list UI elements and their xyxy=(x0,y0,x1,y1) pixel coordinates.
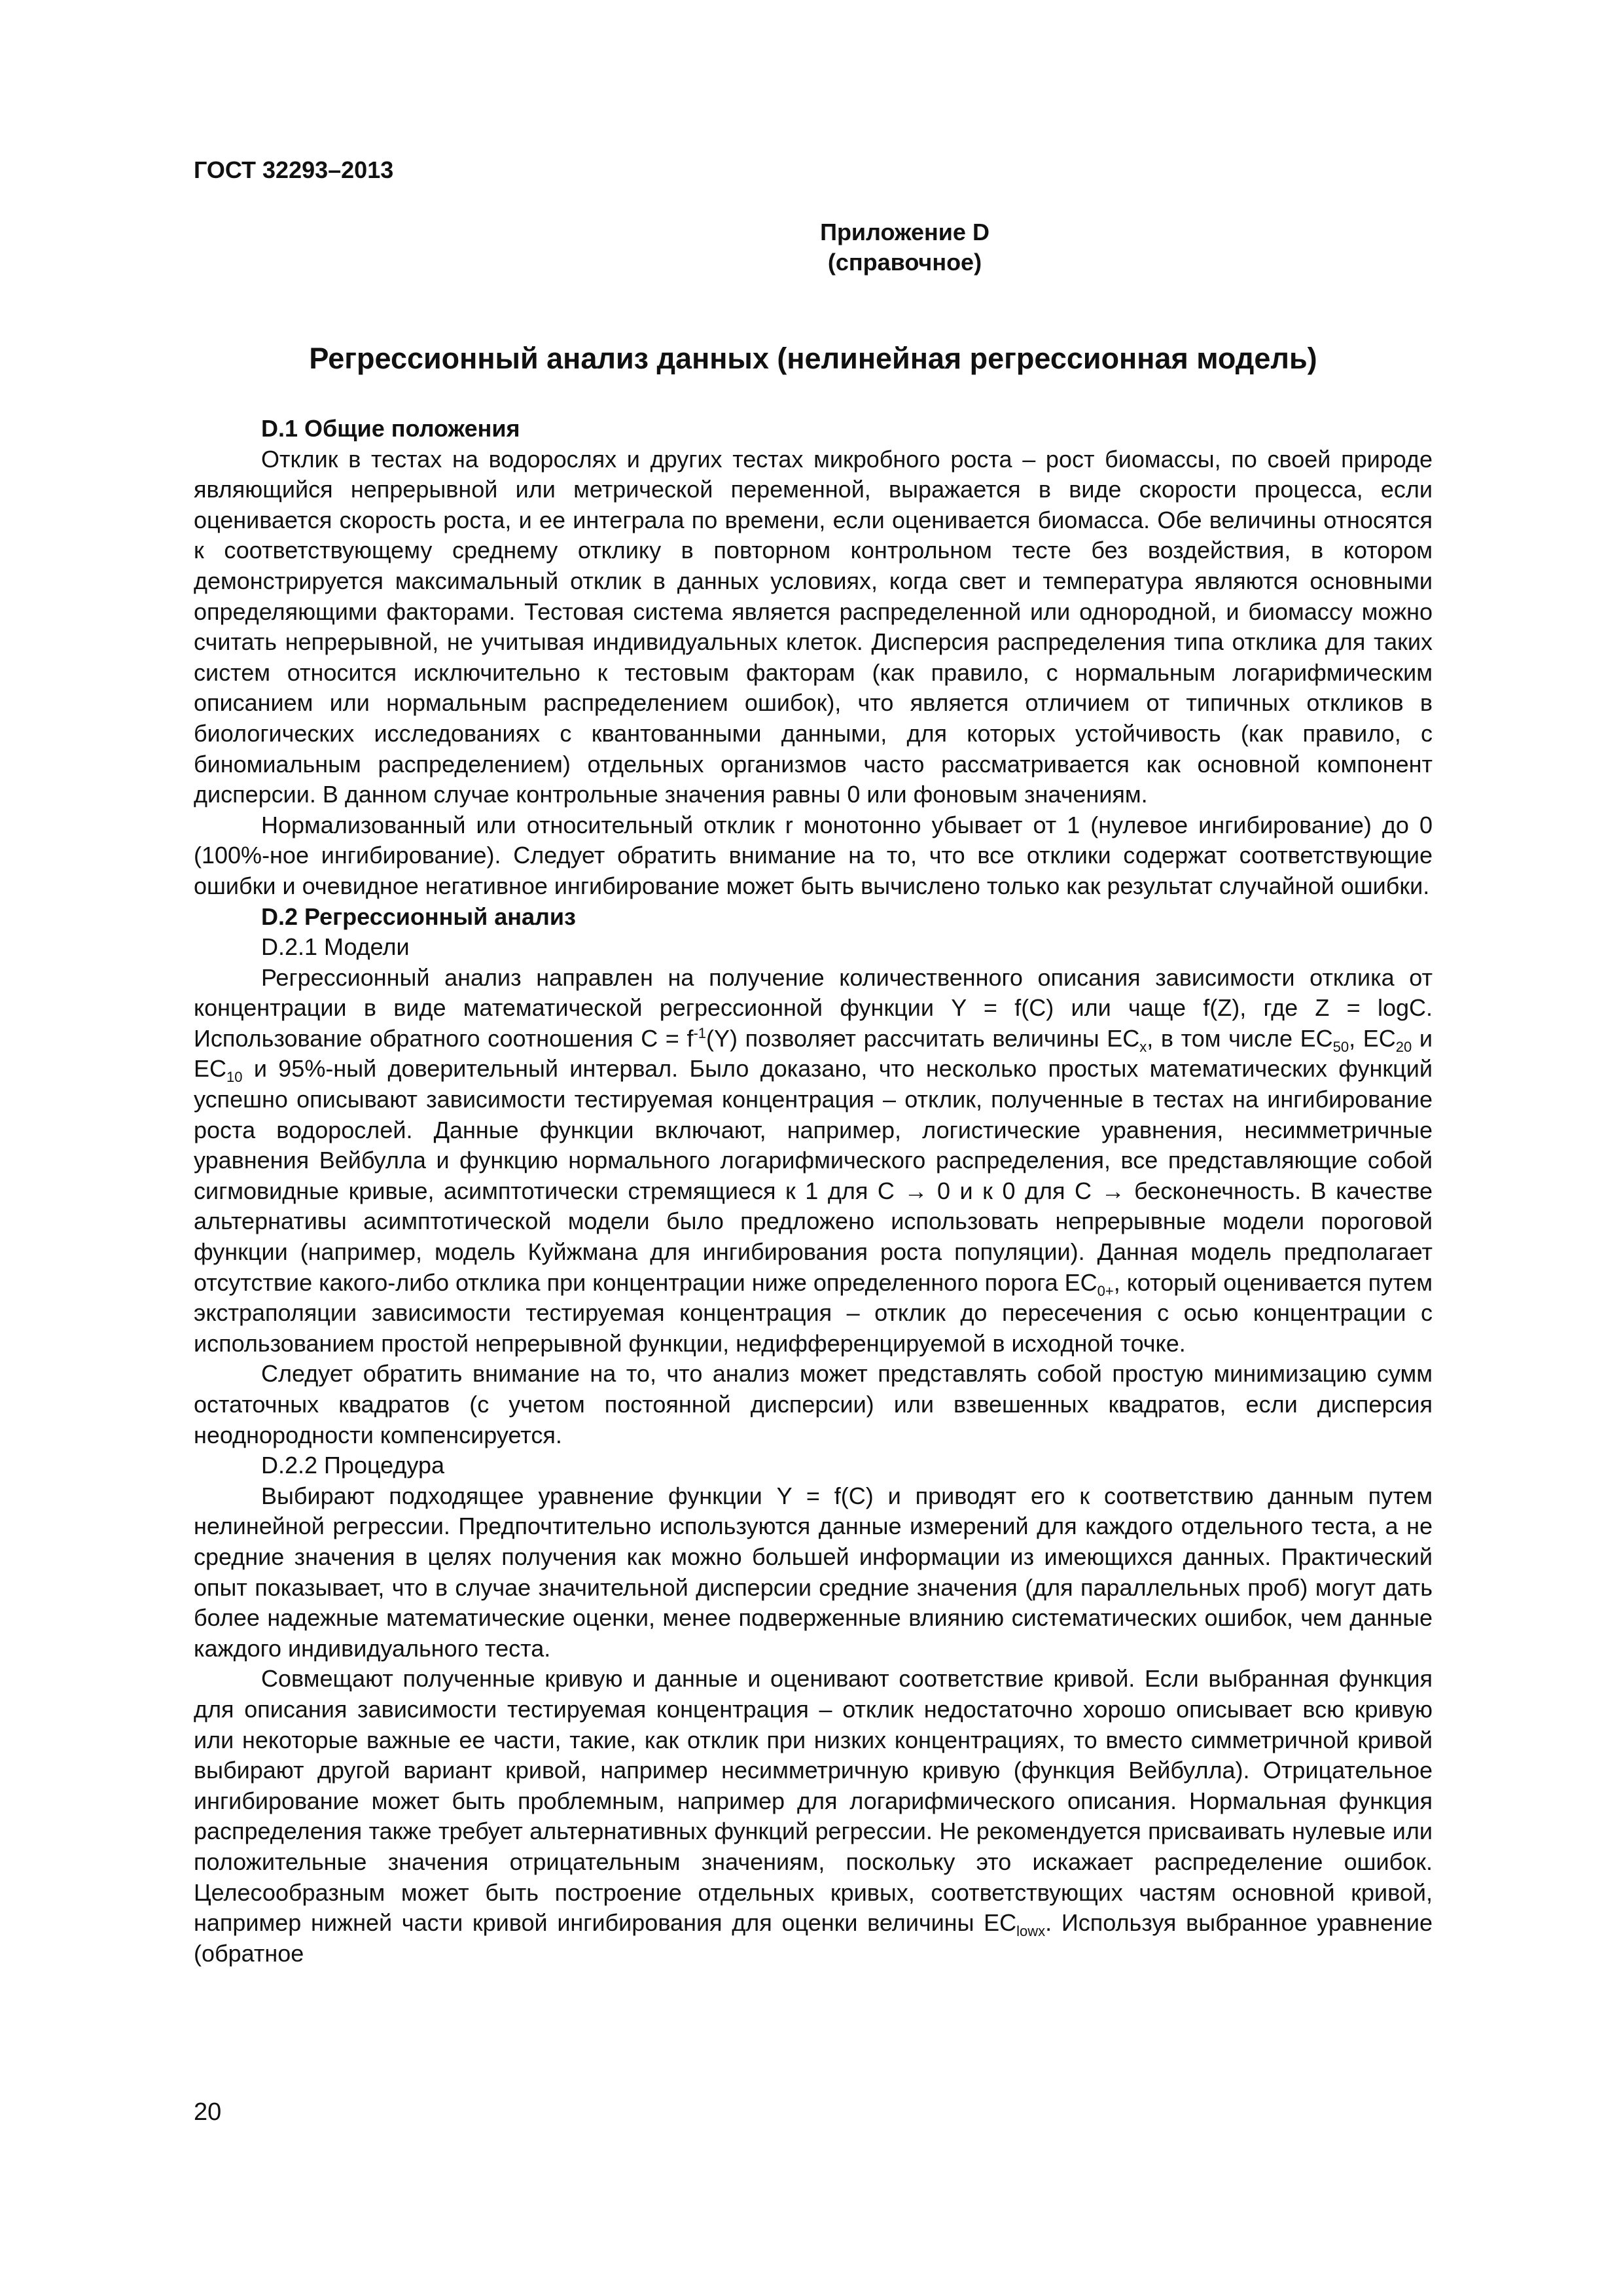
annex-title: Регрессионный анализ данных (нелинейная регрессионная модель) xyxy=(309,342,1317,375)
paragraph-d22-2 xyxy=(194,1664,1433,1969)
section-heading-d2: D.2 Регрессионный анализ xyxy=(261,903,576,930)
subscript: 50 xyxy=(1332,1039,1349,1056)
text-run: (Y) позволяет рассчитать величины EC xyxy=(706,1024,1140,1052)
section-heading-d1: D.1 Общие положения xyxy=(261,415,520,442)
paragraph-d22-1: Выбирают подходящее уравнение функции Y = f(C) и приводят его к соответствию данным путем нелинейной регрессии. Предпочтительно используются данные измерений для каждого отдельного теста, а не средние значения в целях получения как можно большей информации из имеющихся данных. Практический опыт показывает, что в случае значительной дисперсии средние значения (для параллельных проб) могут дать более надежные математические оценки, менее подверженные влиянию систематических ошибок, чем данные каждого индивидуального теста. xyxy=(194,1482,1433,1662)
annex-kind: (справочное) xyxy=(827,249,982,276)
text-run: и 95%-ный доверительный интервал. Было доказано, что несколько простых математических функций успешно описывают зависимости тестируемая концентрация – отклик, полученные в тестах на ингибирование роста водорослей. Данные функции включают, например, логистические уравнения, несимметричные уравнения Вейбулла и функцию нормального логарифмического распределения, все представляющие собой сигмовидные кривые, асимптотически стремящиеся к 1 для C → 0 и к 0 для C → бесконечность. В качестве альтернативы асимптотической модели было предложено использовать непрерывные модели пороговой функции (например, модель Куйжмана для ингибирования роста популяции). Данная модель предполагает отсутствие какого-либо отклика при концентрации ниже определенного порога EC xyxy=(194,1055,1433,1296)
standard-code-header: ГОСТ 32293–2013 xyxy=(194,156,394,183)
text-run: . Используя выбранное уравнение (обратное xyxy=(194,1909,1433,1967)
subsection-heading-d21: D.2.1 Модели xyxy=(261,933,410,961)
subscript: 10 xyxy=(226,1069,243,1086)
annex-label: Приложение D xyxy=(820,219,990,245)
subscript: 0+ xyxy=(1097,1282,1114,1299)
paragraph-d21-2: Следует обратить внимание на то, что анализ может представлять собой простую минимизацию сумм остаточных квадратов (с учетом постоянной дисперсии) или взвешенных квадратов, если дисперсия неоднородности компенсируется. xyxy=(194,1360,1433,1448)
text-run: , в том числе EC xyxy=(1147,1024,1333,1052)
text-run: Совмещают полученные кривую и данные и оценивают соответствие кривой. Если выбранная функция для описания зависимости тестируемая концентрация – отклик недостаточно хорошо описывает всю кривую или некоторые важные ее части, такие, как отклик при низких концентрациях, то вместо симметричной кривой выбирают другой вариант кривой, например несимметричную кривую (функция Вейбулла). Отрицательное ингибирование может быть проблемным, например для логарифмического описания. Нормальная функция распределения также требует альтернативных функций регрессии. Не рекомендуется присваивать нулевые или положительные значения отрицательным значениям, поскольку это искажает распределение ошибок. Целесообразным может быть построение отдельных кривых, соответствующих частям основной кривой, например нижней части кривой ингибирования для оценки величины EC xyxy=(194,1665,1433,1937)
text-run: , который оценивается путем экстраполяции зависимости тестируемая концентрация – отклик до пересечения с осью концентрации с использованием простой непрерывной функции, недифференцируемой в исходной точке. xyxy=(194,1268,1433,1357)
subscript: 20 xyxy=(1395,1039,1412,1056)
text-run: Регрессионный анализ направлен на получение количественного описания зависимости отклика от концентрации в виде математической регрессионной функции Y = f(C) или чаще f(Z), где Z = logC. Использование обратного соотношения C = f xyxy=(194,963,1433,1052)
paragraph-d1-2: Нормализованный или относительный отклик r монотонно убывает от 1 (нулевое ингибирование) до 0 (100%-ное ингибирование). Следует обратить внимание на то, что все отклики содержат соответствующие ошибки и очевидное негативное ингибирование может быть вычислено только как результат случайной ошибки. xyxy=(194,811,1433,899)
page-number: 20 xyxy=(194,2098,222,2126)
subsection-heading-d22: D.2.2 Процедура xyxy=(261,1452,445,1479)
subscript: lowx xyxy=(1016,1923,1046,1940)
paragraph-d1-1: Отклик в тестах на водорослях и других тестах микробного роста – рост биомассы, по своей природе являющийся непрерывной или метрической переменной, выражается в виде скорости процесса, если оценивается скорость роста, и ее интеграла по времени, если оценивается биомасса. Обе величины относятся к соответствующему среднему отклику в повторном контрольном тесте без воздействия, в котором демонстрируется максимальный отклик в данных условиях, когда свет и температура являются основными определяющими факторами. Тестовая система является распределенной или однородной, и биомассу можно считать непрерывной, не учитывая индивидуальных клеток. Дисперсия распределения типа отклика для таких систем относится исключительно к тестовым факторам (как правило, с нормальным логарифмическим описанием или нормальным распределением ошибок), что является отличием от типичных откликов в биологических исследованиях с квантованными данными, для которых устойчивость (как правило, с биномиальным распределением) отдельных организмов часто рассматривается как основной компонент дисперсии. В данном случае контрольные значения равны 0 или фоновым значениям. xyxy=(194,445,1433,808)
text-run: , EC xyxy=(1349,1024,1396,1052)
document-body xyxy=(194,414,1433,1969)
annex-heading xyxy=(194,217,1433,278)
paragraph-d21-1 xyxy=(194,963,1433,1359)
text-run: и EC xyxy=(194,1024,1433,1083)
superscript: -1 xyxy=(693,1024,707,1041)
subscript: x xyxy=(1139,1039,1147,1056)
